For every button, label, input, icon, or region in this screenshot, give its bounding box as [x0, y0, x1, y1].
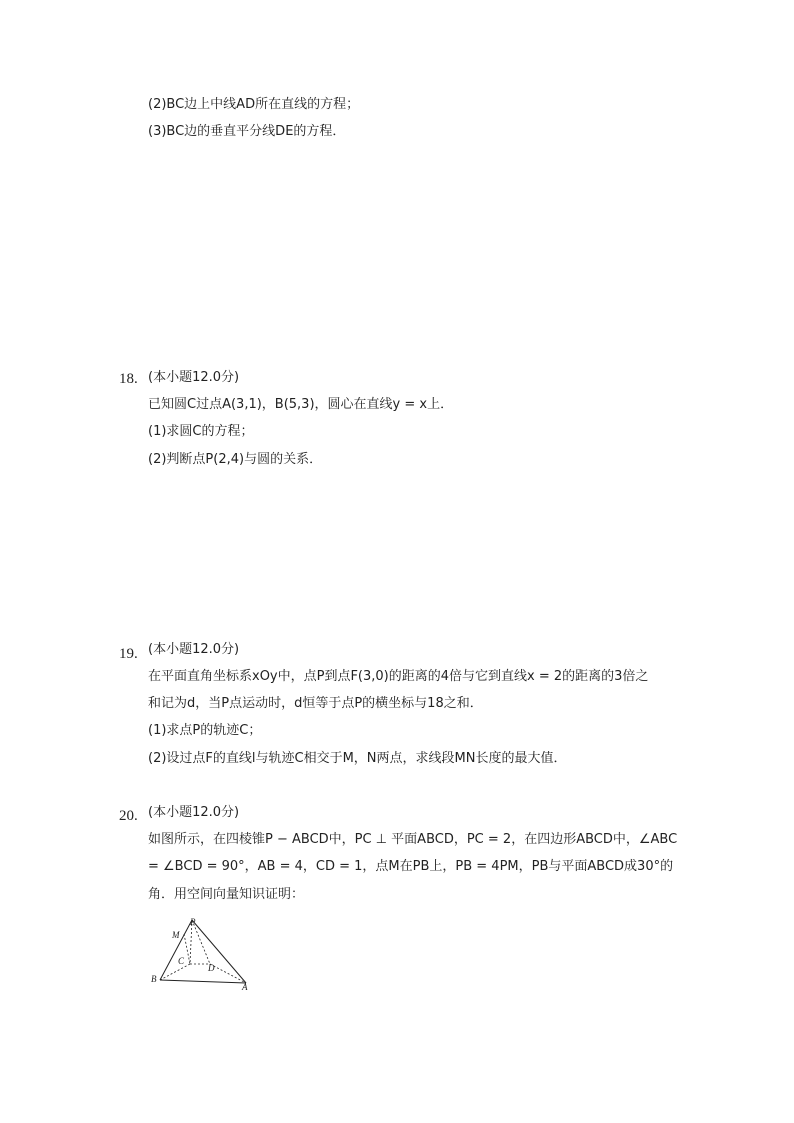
label-a: A: [242, 982, 248, 992]
question-number: 19.: [119, 646, 138, 662]
question-stem: 已知圆C过点A(3,1)，B(5,3)，圆心在直线y = x上．: [148, 397, 454, 412]
question-stem-line-1: 在平面直角坐标系xOy中，点P到点F(3,0)的距离的4倍与它到直线x = 2的距离的3倍之: [148, 669, 649, 684]
pyramid-figure: [148, 916, 258, 994]
prev-question-part2: (2)BC边上中线AD所在直线的方程；: [148, 97, 360, 112]
question-stem-line-1: 如图所示，在四棱锥P − ABCD中，PC ⊥ 平面ABCD，PC = 2，在四边形ABCD中，∠ABC: [148, 832, 678, 847]
question-number: 20.: [119, 808, 138, 824]
question-stem-line-2: = ∠BCD = 90°，AB = 4，CD = 1，点M在PB上，PB = 4PM，PB与平面ABCD成30°的: [148, 859, 674, 874]
sub-question-2: (2)设过点F的直线l与轨迹C相交于M，N两点，求线段MN长度的最大值．: [148, 751, 567, 766]
label-m: M: [172, 930, 180, 940]
sub-question-2: (2)判断点P(2,4)与圆的关系．: [148, 452, 323, 467]
edge-ba: [160, 980, 246, 983]
question-number: 18.: [119, 371, 138, 387]
sub-question-1: (1)求圆C的方程；: [148, 424, 254, 439]
sub-question-1: (1)求点P的轨迹C；: [148, 723, 262, 738]
question-score: (本小题12.0分): [148, 642, 240, 657]
question-stem-line-3: 角．用空间向量知识证明：: [148, 887, 305, 902]
label-d: D: [208, 963, 215, 973]
edge-pa: [192, 920, 246, 983]
question-score: (本小题12.0分): [148, 805, 240, 820]
question-score: (本小题12.0分): [148, 370, 240, 385]
label-b: B: [151, 974, 157, 984]
label-c: C: [178, 956, 185, 966]
label-p: P: [190, 917, 196, 927]
edge-mc: [184, 934, 190, 964]
edge-da: [210, 964, 246, 983]
question-stem-line-2: 和记为d，当P点运动时，d恒等于点P的横坐标与18之和．: [148, 696, 483, 711]
prev-question-part3: (3)BC边的垂直平分线DE的方程．: [148, 124, 346, 139]
